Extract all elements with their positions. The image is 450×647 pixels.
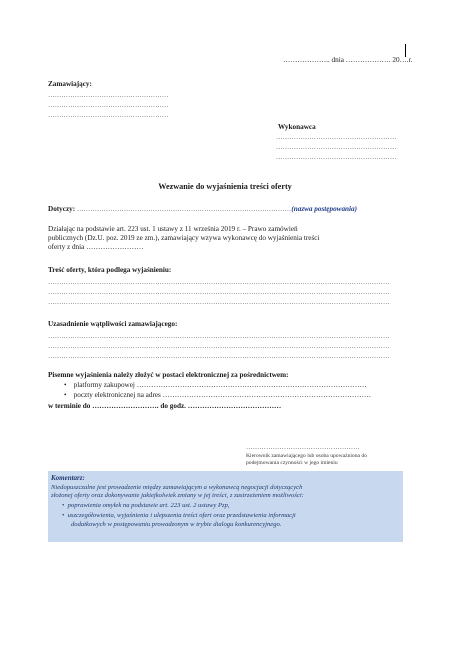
zamawiajacy-line-3[interactable]: ……………………………………………… (48, 112, 169, 119)
comment-line-2: złożonej oferty oraz dokonywanie jakiejkolwiek zmiany w jej treści, z zastrzeżeniem możliwości: (51, 492, 304, 499)
wykonawca-line-2[interactable]: ……………………………………………… (276, 144, 397, 151)
tresc-line-1[interactable]: ……………………………………………………………………………………………………………………………………… (48, 279, 390, 286)
tresc-line-2[interactable]: ……………………………………………………………………………………………………………………………………… (48, 289, 390, 296)
intro-line-1: Działając na podstawie art. 223 ust. 1 ustawy z 11 września 2019 r. – Prawo zamówień (48, 225, 298, 233)
tresc-line-3[interactable]: ……………………………………………………………………………………………………………………………………… (48, 299, 390, 306)
wykonawca-label: Wykonawca (278, 123, 316, 131)
comment-bullet-2-cont: dodatkowych w postępowaniu prowadzonym w trybie dialogu konkurencyjnego. (71, 521, 282, 528)
dotyczy-label: Dotyczy: (48, 205, 76, 213)
comment-bullet-2 (62, 512, 296, 520)
termin-line[interactable]: w terminie do ………………………. do godz. ………………………………… (48, 402, 282, 410)
bullet-icon: • (62, 512, 65, 519)
zamawiajacy-label: Zamawiający: (48, 80, 92, 88)
pisemne-bullet-2-text[interactable]: poczty elektronicznej na adres …………………………………………………………………………… (73, 391, 372, 399)
tresc-label: Treść oferty, która podlega wyjaśnieniu: (48, 266, 172, 274)
wykonawca-line-1[interactable]: ……………………………………………… (276, 134, 397, 141)
document-title: Wezwanie do wyjaśnienia treści oferty (158, 182, 292, 191)
bullet-icon: • (62, 502, 65, 509)
signature-caption-2: podejmowania czynności w jego imieniu (246, 460, 338, 466)
comment-bullet-2-text: uszczegółowienia, wyjaśnienia i ulepszenia treści ofert oraz przedstawienia informacji (67, 512, 296, 519)
pisemne-bullet-1 (64, 381, 367, 390)
bullet-icon: • (64, 381, 67, 389)
dotyczy-name: (nazwa postępowania) (291, 205, 358, 213)
comment-bullet-1 (62, 502, 230, 510)
pisemne-label: Pisemne wyjaśnienia należy złożyć w postaci elektronicznej za pośrednictwem: (48, 371, 289, 379)
pisemne-bullet-1-text[interactable]: platformy zakupowej …………………………………………………………………………………… (73, 381, 367, 389)
wykonawca-line-3[interactable]: ……………………………………………… (276, 154, 397, 161)
zamawiajacy-line-1[interactable]: ……………………………………………… (48, 92, 169, 99)
comment-heading: Komentarz: (51, 474, 85, 482)
date-line[interactable]: ……………….. dnia ………………. 20….r. (283, 56, 413, 64)
dotyczy-dots[interactable]: …………………………………………………………………………………… (76, 206, 292, 213)
comment-line-1: Niedopuszczalne jest prowadzenie między zamawiającym a wykonawcą negocjacji dotyczących (51, 484, 303, 491)
comment-bullet-1-text: poprawienia omyłek na podstawie art. 223 ust. 2 ustawy Pzp, (67, 502, 230, 509)
uzasadnienie-line-3[interactable]: ……………………………………………………………………………………………………………………………………… (48, 353, 390, 360)
zamawiajacy-line-2[interactable]: ……………………………………………… (48, 102, 169, 109)
uzasadnienie-label: Uzasadnienie wątpliwości zamawiającego: (48, 320, 178, 328)
signature-caption-1: Kierownik zamawiającego lub osoba upoważniona do (246, 453, 368, 459)
dotyczy-row (48, 205, 357, 214)
bullet-icon: • (64, 391, 67, 399)
uzasadnienie-line-1[interactable]: ……………………………………………………………………………………………………………………………………… (48, 333, 390, 340)
comment-box (48, 471, 403, 542)
pisemne-bullet-2 (64, 391, 371, 400)
uzasadnienie-line-2[interactable]: ……………………………………………………………………………………………………………………………………… (48, 343, 390, 350)
signature-dots[interactable]: …………………………………………… (246, 444, 360, 451)
intro-line-3: oferty z dnia …………………… (48, 243, 144, 251)
intro-line-2: publicznych (Dz.U. poz. 2019 ze zm.), zamawiający wzywa wykonawcę do wyjaśnienia treści (48, 234, 320, 242)
